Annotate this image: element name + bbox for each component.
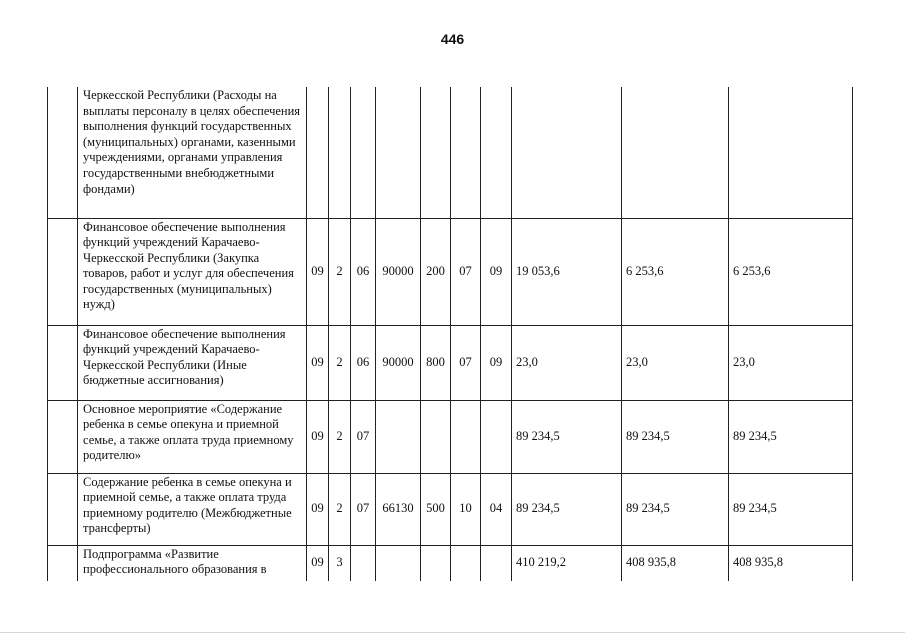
code-cell <box>376 87 421 218</box>
code-cell <box>451 87 481 218</box>
code-cell: 04 <box>481 473 512 545</box>
code-cell <box>421 400 451 473</box>
row-name: Подпрограмма «Развитие профессионального образования в <box>78 545 307 581</box>
amount-cell: 23,0 <box>512 325 622 400</box>
row-name: Основное мероприятие «Содержание ребенка в семье опекуна и приемной семье, а также оплата труда приемному родителю» <box>78 400 307 473</box>
amount-cell <box>512 87 622 218</box>
amount-cell: 23,0 <box>729 325 853 400</box>
code-cell: 07 <box>451 325 481 400</box>
amount-cell: 408 935,8 <box>729 545 853 581</box>
row-index-cell <box>48 218 78 325</box>
code-cell <box>421 87 451 218</box>
amount-cell: 410 219,2 <box>512 545 622 581</box>
code-cell: 2 <box>329 218 351 325</box>
amount-cell: 6 253,6 <box>729 218 853 325</box>
row-index-cell <box>48 87 78 218</box>
amount-cell: 89 234,5 <box>729 400 853 473</box>
amount-cell: 408 935,8 <box>622 545 729 581</box>
table-row <box>48 325 853 400</box>
code-cell: 09 <box>307 400 329 473</box>
row-name: Черкесской Республики (Расходы на выплаты персоналу в целях обеспечения выполнения функций государственных (муниципальных) органами, казенными учреждениями, органами управления государственными внебюджетными фондами) <box>78 87 307 218</box>
amount-cell <box>622 87 729 218</box>
code-cell <box>351 87 376 218</box>
code-cell <box>481 545 512 581</box>
row-name: Финансовое обеспечение выполнения функций учреждений Карачаево-Черкесской Республики (Иные бюджетные ассигнования) <box>78 325 307 400</box>
code-cell: 07 <box>351 400 376 473</box>
code-cell: 200 <box>421 218 451 325</box>
code-cell <box>351 545 376 581</box>
code-cell: 09 <box>307 325 329 400</box>
amount-cell: 19 053,6 <box>512 218 622 325</box>
code-cell: 800 <box>421 325 451 400</box>
scan-artifact-line <box>0 632 905 633</box>
code-cell: 09 <box>307 473 329 545</box>
row-index-cell <box>48 400 78 473</box>
code-cell: 66130 <box>376 473 421 545</box>
table-row <box>48 400 853 473</box>
amount-cell: 89 234,5 <box>729 473 853 545</box>
row-name: Финансовое обеспечение выполнения функций учреждений Карачаево-Черкесской Республики (Закупка товаров, работ и услуг для обеспечения государственных (муниципальных) нужд) <box>78 218 307 325</box>
table-row <box>48 473 853 545</box>
code-cell <box>376 545 421 581</box>
code-cell <box>451 400 481 473</box>
code-cell: 09 <box>481 218 512 325</box>
amount-cell: 89 234,5 <box>622 400 729 473</box>
table-row <box>48 218 853 325</box>
code-cell <box>481 87 512 218</box>
row-index-cell <box>48 325 78 400</box>
code-cell: 2 <box>329 400 351 473</box>
page-number: 446 <box>440 31 465 47</box>
code-cell <box>376 400 421 473</box>
amount-cell: 89 234,5 <box>512 400 622 473</box>
amount-cell <box>729 87 853 218</box>
amount-cell: 6 253,6 <box>622 218 729 325</box>
code-cell: 07 <box>351 473 376 545</box>
code-cell: 3 <box>329 545 351 581</box>
code-cell <box>481 400 512 473</box>
code-cell: 2 <box>329 473 351 545</box>
amount-cell: 89 234,5 <box>622 473 729 545</box>
row-name: Содержание ребенка в семье опекуна и приемной семье, а также оплата труда приемному родителю (Межбюджетные трансферты) <box>78 473 307 545</box>
code-cell <box>329 87 351 218</box>
table-row <box>48 545 853 581</box>
table-row <box>48 87 853 218</box>
code-cell: 06 <box>351 218 376 325</box>
code-cell: 09 <box>481 325 512 400</box>
code-cell: 06 <box>351 325 376 400</box>
code-cell: 09 <box>307 218 329 325</box>
row-index-cell <box>48 545 78 581</box>
code-cell <box>307 87 329 218</box>
budget-table <box>47 87 853 581</box>
code-cell: 07 <box>451 218 481 325</box>
code-cell: 90000 <box>376 218 421 325</box>
amount-cell: 89 234,5 <box>512 473 622 545</box>
code-cell <box>451 545 481 581</box>
code-cell: 2 <box>329 325 351 400</box>
code-cell: 500 <box>421 473 451 545</box>
code-cell: 90000 <box>376 325 421 400</box>
code-cell: 09 <box>307 545 329 581</box>
row-index-cell <box>48 473 78 545</box>
code-cell: 10 <box>451 473 481 545</box>
code-cell <box>421 545 451 581</box>
amount-cell: 23,0 <box>622 325 729 400</box>
